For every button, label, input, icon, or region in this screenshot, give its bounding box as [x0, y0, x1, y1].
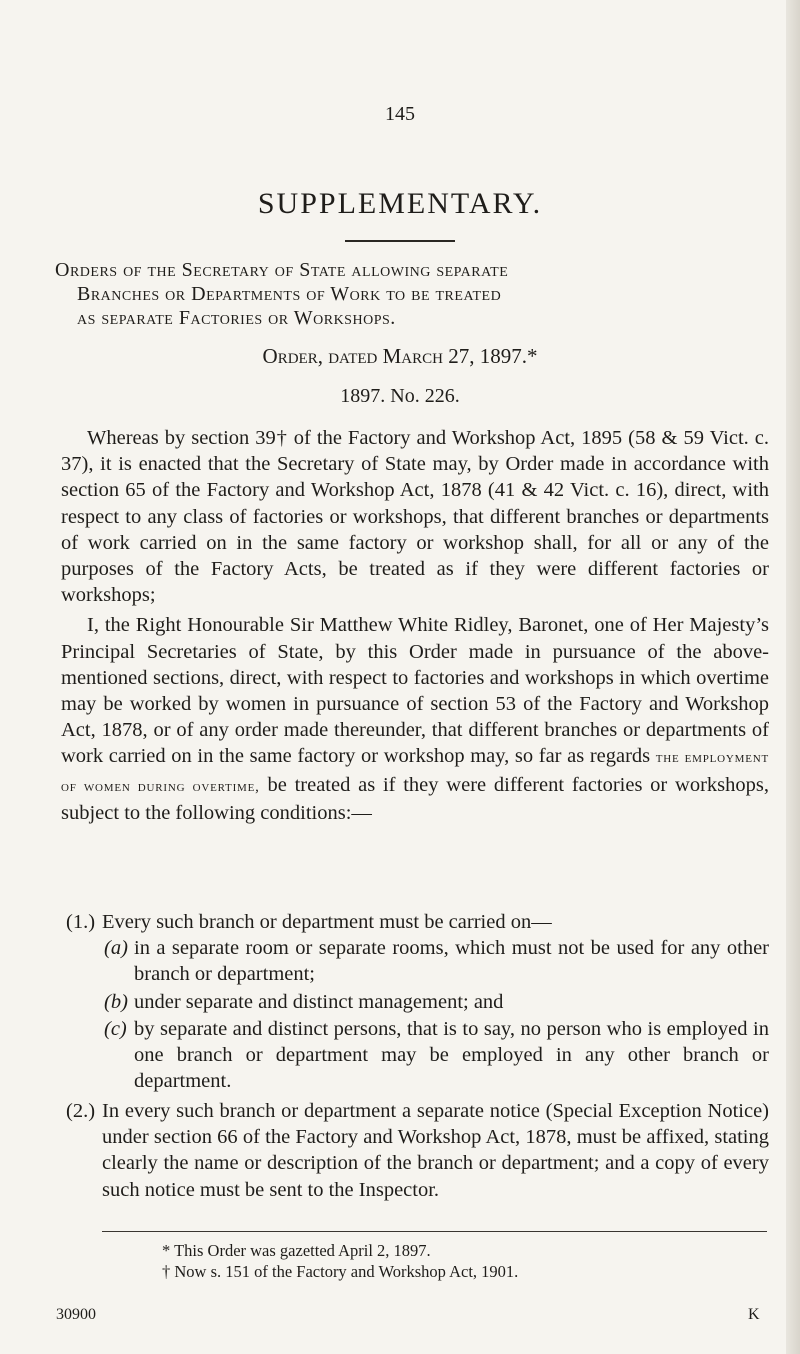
condition-1c [104, 1016, 769, 1095]
condition-1b-label: (b) [104, 991, 128, 1013]
heading-line-2: Branches or Departments of Work to be treated [77, 283, 502, 305]
paragraph-order-smallcaps: the employment of women during overtime, [61, 750, 769, 795]
condition-1b [104, 989, 769, 1015]
page-title: SUPPLEMENTARY. [257, 187, 543, 220]
condition-1a-label: (a) [104, 937, 128, 959]
paragraph-whereas: Whereas by section 39† of the Factory and Workshop Act, 1895 (58 & 59 Vict. c. 37), it is enacted that the Secretary of State may, by Order made in accordance with section 65 of the Factory and Workshop Act, 1878 (41 & 42 Vict. c. 16), direct, with respect to any class of factories or workshops, that different branches or departments of work carried on in the same factory or workshop shall, for all or any of the purposes of the Factory Acts, be treated as if they were different factories or workshops; [61, 427, 769, 607]
condition-2-label: (2.) [66, 1100, 96, 1122]
heading-line-1: Orders of the Secretary of State allowing separate [55, 259, 509, 281]
signature-mark: K [748, 1306, 760, 1323]
condition-1c-label: (c) [104, 1018, 127, 1040]
paragraph-order [61, 612, 769, 826]
title-rule [345, 240, 455, 242]
condition-1-text: Every such branch or department must be carried on— [102, 911, 552, 933]
condition-1 [66, 909, 769, 935]
condition-2 [66, 1098, 769, 1203]
paragraph-order-end: be treated as if they were different factories or workshops, subject to the following conditions:— [61, 773, 769, 824]
order-title: Order, dated March 27, 1897.* [262, 344, 538, 368]
condition-1-label: (1.) [66, 911, 96, 933]
footnote-1: * This Order was gazetted April 2, 1897. [162, 1241, 431, 1260]
condition-1c-text: by separate and distinct persons, that is to say, no person who is employed in one branch or department may be employed in any other branch or department. [134, 1018, 769, 1093]
condition-2-text: In every such branch or department a separate notice (Special Exception Notice) under section 66 of the Factory and Workshop Act, 1878, must be affixed, stating clearly the name or description of the branch or department; and a copy of every such notice must be sent to the Inspector. [102, 1100, 769, 1201]
section-heading [55, 258, 775, 330]
condition-1a [104, 935, 769, 987]
page-number: 145 [385, 103, 415, 125]
order-number: 1897. No. 226. [340, 385, 460, 407]
condition-1b-text: under separate and distinct management; and [134, 991, 504, 1013]
printer-mark: 30900 [56, 1306, 96, 1323]
body-text [61, 425, 769, 826]
heading-line-3: as separate Factories or Workshops. [77, 307, 396, 329]
paragraph-order-start: I, the Right Honourable Sir Matthew White Ridley, Baronet, one of Her Majesty’s Principal Secretaries of State, by this Order made in pursuance of the above-mentioned sections, direct, with respect to factories and workshops in which overtime may be worked by women in pursuance of section 53 of the Factory and Workshop Act, 1878, or of any order made thereunder, that different branches or departments of work carried on in the same factory or workshop may, so far as regards [61, 614, 769, 768]
footnote-rule [102, 1231, 767, 1232]
footnote-2: † Now s. 151 of the Factory and Workshop Act, 1901. [162, 1262, 519, 1281]
condition-1a-text: in a separate room or separate rooms, which must not be used for any other branch or department; [134, 937, 769, 986]
